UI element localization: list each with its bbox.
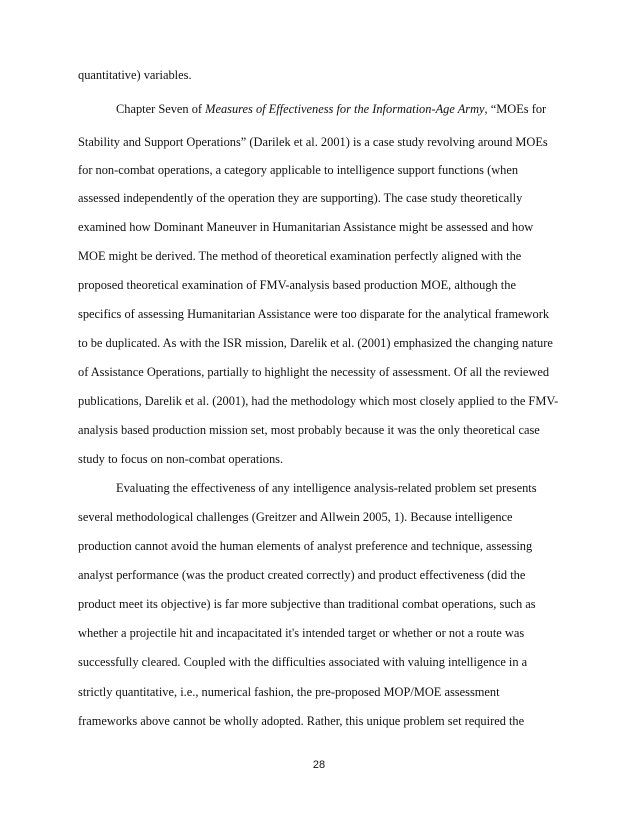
text-line: strictly quantitative, i.e., numerical fashion, the pre-proposed MOP/MOE assessment (78, 685, 500, 699)
text-line-chapter-reference (116, 101, 546, 117)
text-line: quantitative) variables. (78, 68, 192, 82)
text-line: product meet its objective) is far more subjective than traditional combat operations, such as (78, 597, 536, 611)
text-line: whether a projectile hit and incapacitated it's intended target or whether or not a route was (78, 626, 525, 640)
text-line: analysis based production mission set, most probably because it was the only theoretical case (78, 423, 540, 437)
text-line: examined how Dominant Maneuver in Humanitarian Assistance might be assessed and how (78, 220, 534, 234)
text-line: several methodological challenges (Greitzer and Allwein 2005, 1). Because intelligence (78, 510, 513, 524)
text-line: publications, Darelik et al. (2001), had the methodology which most closely applied to the FMV- (78, 394, 559, 408)
text-line: to be duplicated. As with the ISR mission, Darelik et al. (2001) emphasized the changing nature (78, 336, 553, 350)
text-fragment: , “MOEs for (484, 102, 547, 116)
text-line: proposed theoretical examination of FMV-analysis based production MOE, although the (78, 278, 516, 292)
book-title: Measures of Effectiveness for the Information-Age Army (205, 102, 485, 116)
text-line: for non-combat operations, a category applicable to intelligence support functions (when (78, 163, 519, 177)
text-line: frameworks above cannot be wholly adopted. Rather, this unique problem set required the (78, 714, 525, 728)
text-line: analyst performance (was the product created correctly) and product effectiveness (did the (78, 568, 526, 582)
text-line: MOE might be derived. The method of theoretical examination perfectly aligned with the (78, 249, 522, 263)
text-line: successfully cleared. Coupled with the difficulties associated with valuing intelligence in a (78, 655, 528, 669)
text-fragment: Chapter Seven of (116, 102, 206, 116)
text-line: Stability and Support Operations” (Darilek et al. 2001) is a case study revolving around MOEs (78, 135, 548, 149)
text-line: of Assistance Operations, partially to highlight the necessity of assessment. Of all the reviewed (78, 365, 550, 379)
text-line: assessed independently of the operation they are supporting). The case study theoretically (78, 191, 523, 205)
page-number: 28 (312, 759, 326, 771)
text-line: Evaluating the effectiveness of any intelligence analysis-related problem set presents (116, 481, 537, 495)
text-line: specifics of assessing Humanitarian Assistance were too disparate for the analytical framework (78, 307, 550, 321)
text-line: study to focus on non-combat operations. (78, 452, 284, 466)
text-line: production cannot avoid the human elements of analyst preference and technique, assessing (78, 539, 533, 553)
